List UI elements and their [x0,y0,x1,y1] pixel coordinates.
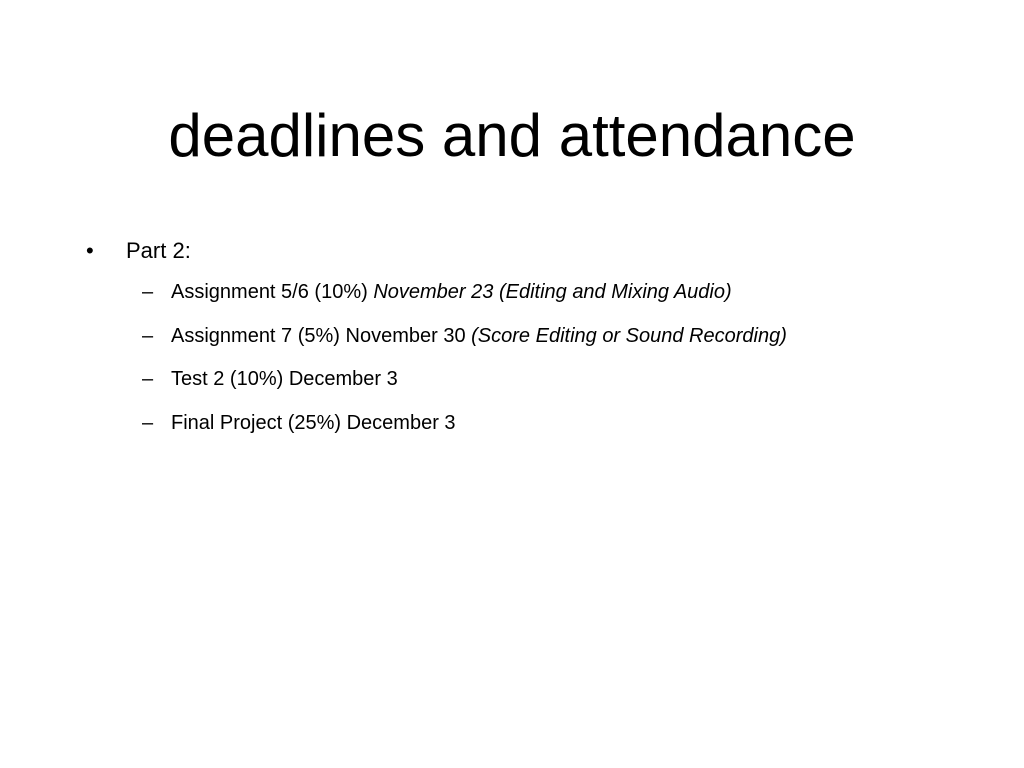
sub-item-text: Test 2 (10%) December 3 [171,368,398,390]
sub-item-assignment-5-6 [142,278,982,306]
sub-item-italic-text: (Score Editing or Sound Recording) [471,324,787,347]
sub-bullet-list [142,278,982,452]
dash-icon: – [142,324,154,347]
sub-item-text: Assignment 7 (5%) November 30 [171,324,472,347]
dash-icon: – [142,411,154,434]
slide-title: deadlines and attendance [168,102,856,169]
sub-item-test-2 [142,365,982,393]
bullet-label: Part 2: [126,238,191,263]
dash-icon: – [142,368,154,390]
sub-item-text: Assignment 5/6 (10%) [171,281,374,303]
bullet-icon: • [86,238,94,263]
bullet-list [84,234,984,434]
sub-item-italic-text: November 23 (Editing and Mixing Audio) [373,281,732,303]
sub-item-final-project [142,409,982,437]
bullet-item-part-2 [84,234,984,434]
sub-item-text: Final Project (25%) December 3 [171,411,456,434]
dash-icon: – [142,281,154,303]
sub-item-assignment-7 [142,322,982,350]
